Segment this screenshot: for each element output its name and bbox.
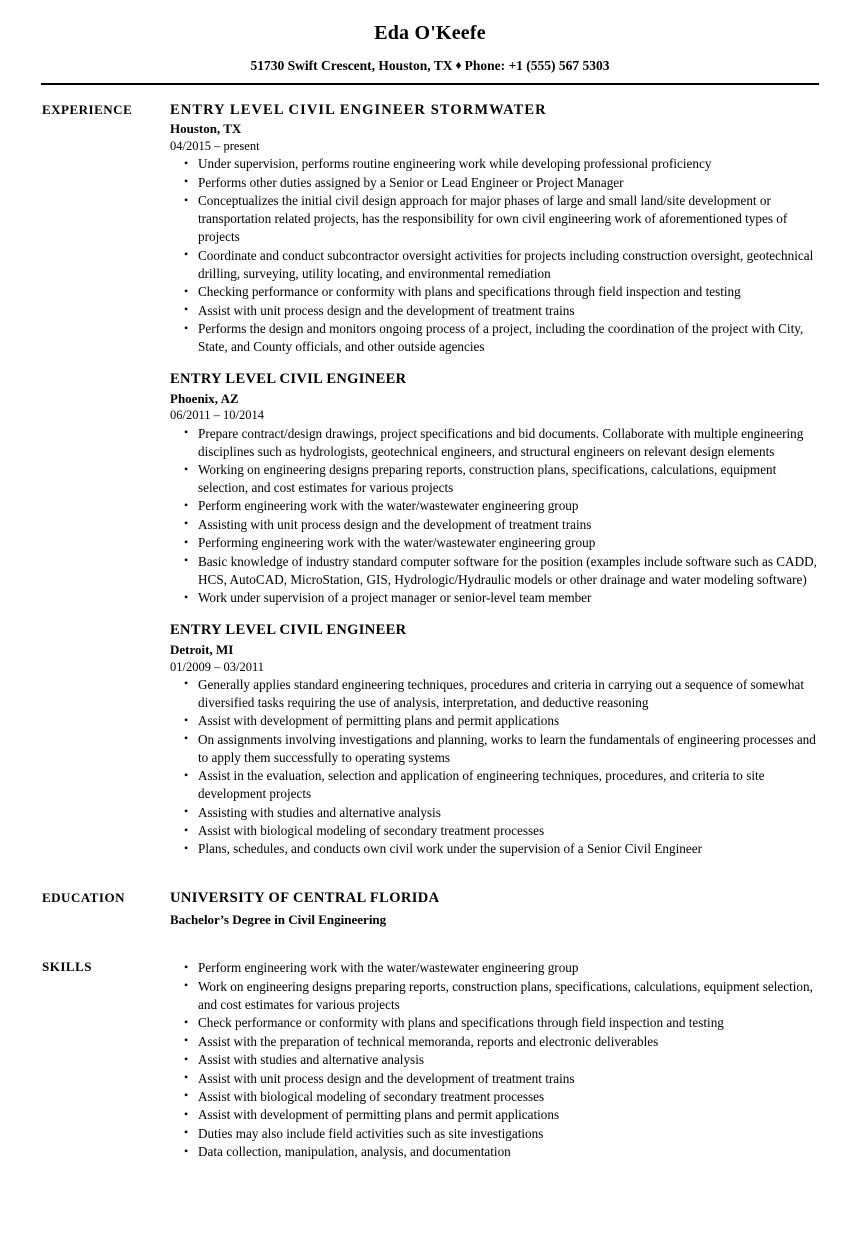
bullet-item: • Assist with development of permitting plans and permit applications bbox=[170, 712, 818, 730]
bullet-item: • Check performance or conformity with plans and specifications through field inspection and testing bbox=[170, 1014, 818, 1032]
bullet-item: • Assist in the evaluation, selection and application of engineering techniques, procedures, and criteria to site development projects bbox=[170, 767, 818, 803]
education-school: UNIVERSITY OF CENTRAL FLORIDA bbox=[170, 889, 440, 906]
contact-address: 51730 Swift Crescent, Houston, TX bbox=[250, 58, 453, 73]
job-title: ENTRY LEVEL CIVIL ENGINEER bbox=[170, 622, 407, 639]
bullet-item: • Coordinate and conduct subcontractor oversight activities for projects including construction oversight, geotechnical drilling, surveying, utility locating, and environmental remediation bbox=[170, 247, 818, 283]
bullet-item: • Basic knowledge of industry standard computer software for the position (examples include software such as CADD, HCS, AutoCAD, MicroStation, GIS, Hydrologic/Hydraulic models or other drainage and water modeling software) bbox=[170, 553, 818, 589]
bullet-item: • Perform engineering work with the water/wastewater engineering group bbox=[170, 959, 818, 977]
job-dates: 04/2015 – present bbox=[170, 139, 260, 154]
job-dates: 06/2011 – 10/2014 bbox=[170, 408, 264, 423]
bullet-item: • Assist with development of permitting plans and permit applications bbox=[170, 1106, 818, 1124]
contact-line bbox=[0, 58, 860, 74]
resume-body bbox=[0, 85, 860, 1162]
bullet-item: • Performs the design and monitors ongoing process of a project, including the coordination of the project with City, State, and County officials, and other outside agencies bbox=[170, 320, 818, 356]
section-education bbox=[42, 889, 818, 928]
bullet-item: • Work under supervision of a project manager or senior-level team member bbox=[170, 589, 818, 607]
bullet-item: • Conceptualizes the initial civil design approach for major phases of large and small land/site development or transportation related projects, has the responsibility for own civil engineering work of aforementioned types of projects bbox=[170, 192, 818, 246]
job-bullet-list bbox=[170, 155, 818, 355]
bullet-item: • Assist with unit process design and the development of treatment trains bbox=[170, 302, 818, 320]
bullet-item: • Prepare contract/design drawings, project specifications and bid documents. Collaborate with multiple engineering disciplines such as hydrologists, geotechnical engineers, and structural engineers on relevant design elements bbox=[170, 425, 818, 461]
section-label-education: EDUCATION bbox=[42, 889, 125, 905]
section-label-experience: EXPERIENCE bbox=[42, 101, 133, 117]
bullet-item: • Assist with studies and alternative analysis bbox=[170, 1051, 818, 1069]
job-dates: 01/2009 – 03/2011 bbox=[170, 659, 264, 674]
section-experience bbox=[42, 101, 818, 859]
job-bullet-list bbox=[170, 425, 818, 608]
experience-item bbox=[170, 101, 818, 356]
bullet-item: • Performing engineering work with the water/wastewater engineering group bbox=[170, 534, 818, 552]
diamond-separator-icon: ♦ bbox=[455, 58, 462, 72]
resume-header bbox=[0, 0, 860, 85]
education-entries bbox=[164, 889, 818, 928]
skills-bullet-list bbox=[170, 959, 818, 1161]
experience-item bbox=[170, 370, 818, 607]
contact-phone: Phone: +1 (555) 567 5303 bbox=[464, 58, 610, 73]
job-location: Detroit, MI bbox=[170, 641, 234, 657]
bullet-item: • Working on engineering designs preparing reports, construction plans, specifications, calculations, equipment selection, and cost estimates for various projects bbox=[170, 461, 818, 497]
bullet-item: • Work on engineering designs preparing reports, construction plans, specifications, calculations, equipment selection, and cost estimates for various projects bbox=[170, 978, 818, 1014]
bullet-item: • Generally applies standard engineering techniques, procedures and criteria in carrying out a sequence of somewhat diversified tasks requiring the use of analysis, interpretation, and deductive reasoning bbox=[170, 676, 818, 712]
bullet-item: • Assist with unit process design and the development of treatment trains bbox=[170, 1070, 818, 1088]
bullet-item: • Assisting with studies and alternative analysis bbox=[170, 804, 818, 822]
bullet-item: • Perform engineering work with the water/wastewater engineering group bbox=[170, 497, 818, 515]
education-degree: Bachelor’s Degree in Civil Engineering bbox=[170, 911, 387, 927]
section-skills bbox=[42, 958, 818, 1161]
education-item bbox=[170, 889, 818, 928]
job-location: Houston, TX bbox=[170, 121, 242, 137]
candidate-name: Eda O'Keefe bbox=[374, 22, 486, 44]
section-label-skills: SKILLS bbox=[42, 959, 92, 975]
experience-item bbox=[170, 621, 818, 858]
bullet-item: • Assist with biological modeling of secondary treatment processes bbox=[170, 1088, 818, 1106]
bullet-item: • Duties may also include field activities such as site investigations bbox=[170, 1125, 818, 1143]
skills-entries bbox=[164, 958, 818, 1161]
bullet-item: • Assist with the preparation of technical memoranda, reports and electronic deliverables bbox=[170, 1033, 818, 1051]
bullet-item: • Under supervision, performs routine engineering work while developing professional proficiency bbox=[170, 155, 818, 173]
job-bullet-list bbox=[170, 676, 818, 859]
bullet-item: • Assisting with unit process design and the development of treatment trains bbox=[170, 516, 818, 534]
bullet-item: • Checking performance or conformity with plans and specifications through field inspection and testing bbox=[170, 283, 818, 301]
job-title: ENTRY LEVEL CIVIL ENGINEER STORMWATER bbox=[170, 101, 547, 118]
bullet-item: • Plans, schedules, and conducts own civil work under the supervision of a Senior Civil Engineer bbox=[170, 840, 818, 858]
bullet-item: • Data collection, manipulation, analysis, and documentation bbox=[170, 1143, 818, 1161]
bullet-item: • Performs other duties assigned by a Senior or Lead Engineer or Project Manager bbox=[170, 174, 818, 192]
bullet-item: • Assist with biological modeling of secondary treatment processes bbox=[170, 822, 818, 840]
job-title: ENTRY LEVEL CIVIL ENGINEER bbox=[170, 370, 407, 387]
bullet-item: • On assignments involving investigations and planning, works to learn the fundamentals of engineering processes and to apply them successfully to operating systems bbox=[170, 731, 818, 767]
job-location: Phoenix, AZ bbox=[170, 390, 239, 406]
experience-entries bbox=[164, 101, 818, 859]
